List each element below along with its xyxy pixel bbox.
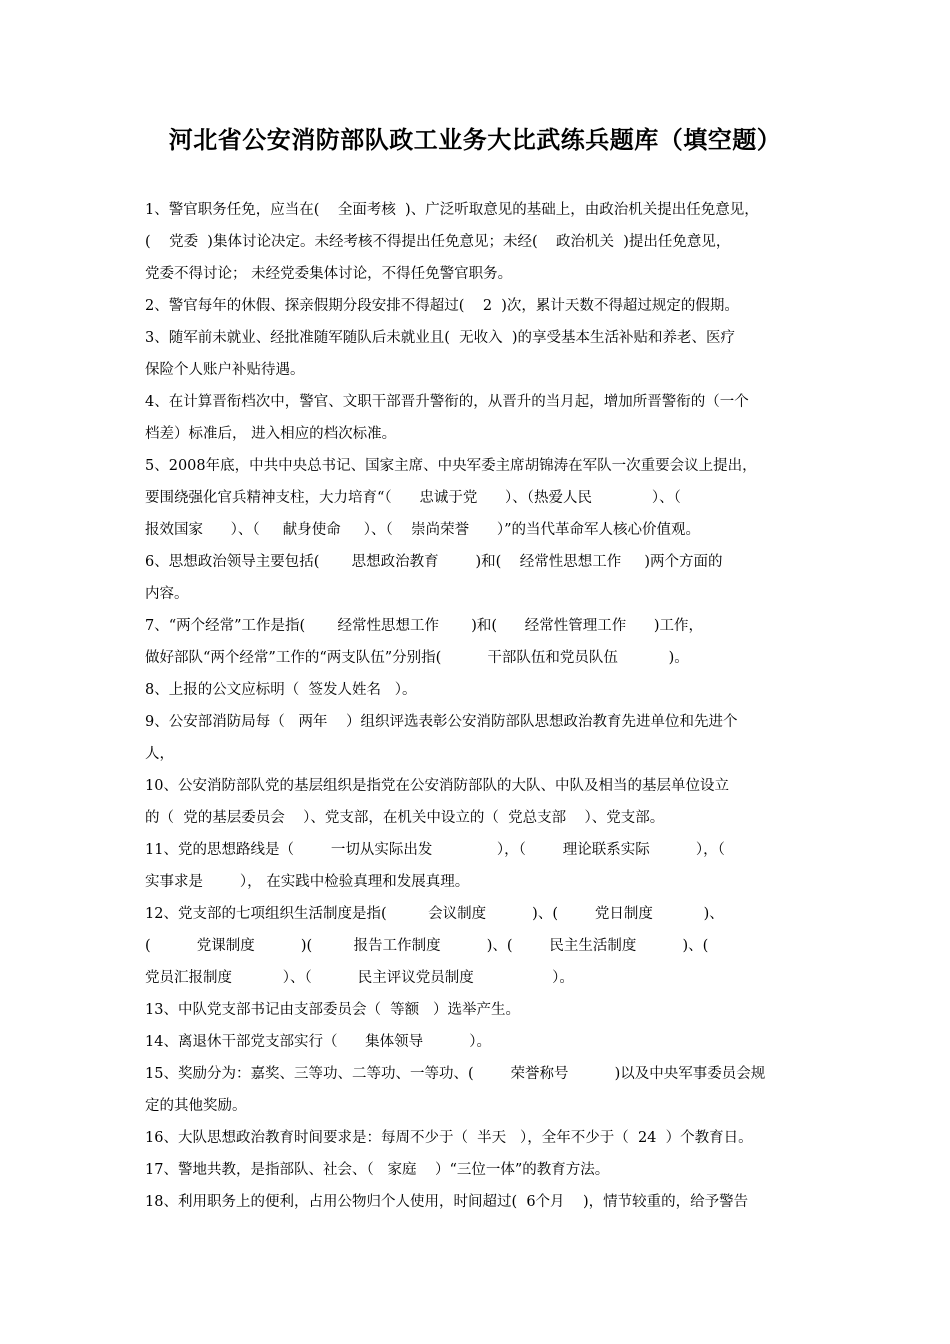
text-line: 4、在计算晋衔档次中，警官、文职干部晋升警衔的，从晋升的当月起，增加所晋警衔的（一个	[145, 394, 749, 410]
text-line: 报效国家 ）、（ 献身使命 ）、（ 崇尚荣誉 ）”的当代革命军人核心价值观。	[145, 522, 700, 538]
text-line: 17、警地共教，是指部队、社会、（ 家庭 ）“三位一体”的教育方法。	[145, 1162, 610, 1178]
text-line: 党员汇报制度 ）、（ 民主评议党员制度 ）。	[145, 970, 574, 986]
text-line: 9、公安部消防局每（ 两年 ）组织评选表彰公安消防部队思想政治教育先进单位和先进个	[145, 714, 738, 730]
text-line: 人，	[145, 746, 174, 762]
text-line: 7、“两个经常”工作是指( 经常性思想工作 )和( 经常性管理工作 )工作，	[145, 618, 704, 634]
question-list	[145, 194, 813, 1218]
text-line: 档差）标准后， 进入相应的档次标准。	[145, 426, 397, 442]
text-line: 13、中队党支部书记由支部委员会（ 等额 ）选举产生。	[145, 1002, 520, 1018]
text-line: ( 党课制度 )( 报告工作制度 )、( 民主生活制度 )、(	[145, 938, 709, 954]
text-line: 做好部队“两个经常”工作的“两支队伍”分别指( 干部队伍和党员队伍 )。	[145, 650, 689, 666]
text-line: 6、思想政治领导主要包括( 思想政治教育 )和( 经常性思想工作 )两个方面的	[145, 554, 723, 570]
page-title: 河北省公安消防部队政工业务大比武练兵题库（填空题）	[168, 126, 782, 154]
text-line: ( 党委 )集体讨论决定。未经考核不得提出任免意见；未经( 政治机关 )提出任免意见，	[145, 234, 731, 250]
text-line: 保险个人账户补贴待遇。	[145, 362, 305, 378]
text-line: 3、随军前未就业、经批准随军随队后未就业且( 无收入 )的享受基本生活补贴和养老、医疗	[145, 330, 735, 346]
text-line: 14、离退休干部党支部实行（ 集体领导 ）。	[145, 1034, 491, 1050]
text-line: 实事求是 ）， 在实践中检验真理和发展真理。	[145, 874, 470, 890]
text-line: 的（ 党的基层委员会 ）、党支部，在机关中设立的（ 党总支部 ）、党支部。	[145, 810, 665, 826]
text-line: 8、上报的公文应标明（ 签发人姓名 ）。	[145, 682, 417, 698]
text-line: 2、警官每年的休假、探亲假期分段安排不得超过( 2 )次，累计天数不得超过规定的假期。	[145, 298, 739, 314]
text-line: 1、警官职务任免，应当在( 全面考核 )、广泛听取意见的基础上，由政治机关提出任免意见，	[145, 202, 759, 218]
text-line: 11、党的思想路线是（ 一切从实际出发 ），（ 理论联系实际 ），（	[145, 842, 725, 858]
text-line: 5、2008年底，中共中央总书记、国家主席、中央军委主席胡锦涛在军队一次重要会议上提出，	[145, 458, 757, 474]
text-line: 10、公安消防部队党的基层组织是指党在公安消防部队的大队、中队及相当的基层单位设立	[145, 778, 729, 794]
text-line: 要围绕强化官兵精神支柱，大力培育“（ 忠诚于党 ）、（热爱人民 ）、（	[145, 490, 681, 506]
text-line: 15、奖励分为：嘉奖、三等功、二等功、一等功、( 荣誉称号 )以及中央军事委员会规	[145, 1066, 766, 1082]
text-line: 定的其他奖励。	[145, 1098, 247, 1114]
text-line: 18、利用职务上的便利，占用公物归个人使用，时间超过( 6个月 )，情节较重的，给予警告	[145, 1194, 749, 1210]
text-line: 内容。	[145, 586, 189, 602]
text-line: 12、党支部的七项组织生活制度是指( 会议制度 )、( 党日制度 )、	[145, 906, 724, 922]
text-line: 16、大队思想政治教育时间要求是：每周不少于（ 半天 ），全年不少于（ 24 ）个教育日。	[145, 1130, 753, 1146]
text-line: 党委不得讨论； 未经党委集体讨论，不得任免警官职务。	[145, 266, 513, 282]
